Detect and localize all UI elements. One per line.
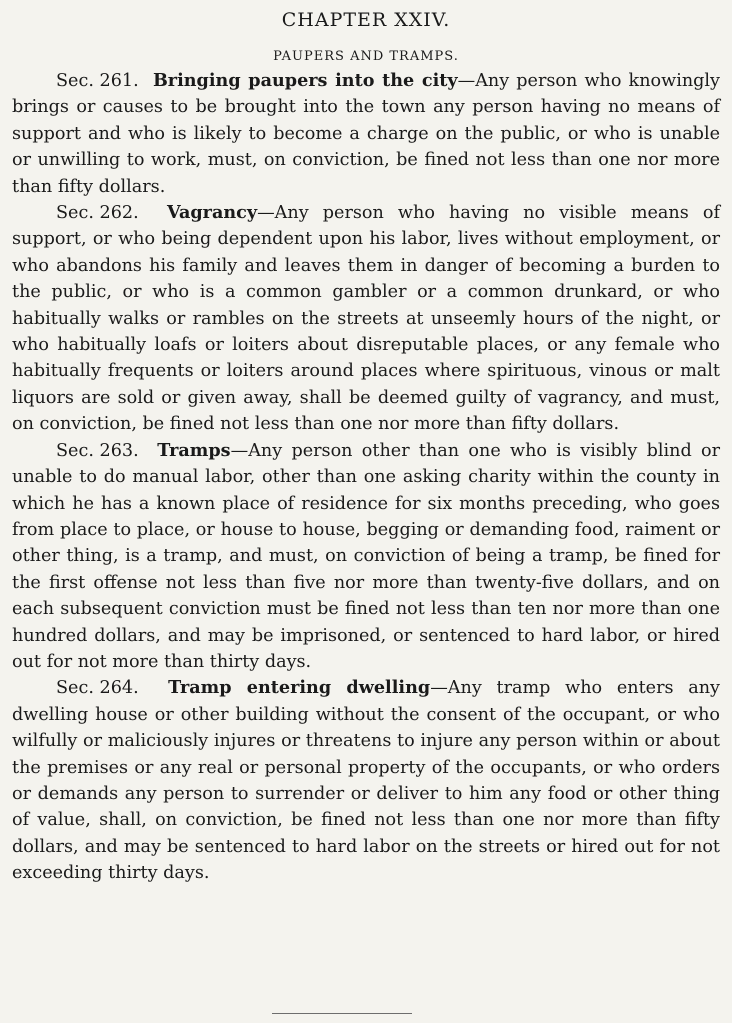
section-number: Sec. 263. [56, 440, 139, 461]
chapter-title: CHAPTER XXIV. [281, 9, 451, 31]
section-number: Sec. 261. [56, 71, 139, 91]
section-264 [12, 675, 720, 886]
section-heading: Tramps [157, 439, 231, 461]
section-heading: Vagrancy [166, 202, 258, 224]
section-261 [12, 68, 720, 200]
section-263 [12, 438, 720, 676]
chapter-subtitle: PAUPERS AND TRAMPS. [273, 49, 459, 64]
section-body: —Any person other than one who is visibly blind or unable to do manual labor, other than one asking charity within the county in which he has a known place of residence for six months preceding, who goes from place to place, or house to house, begging or demanding food, raiment or other thing, is a tramp, and must, on conviction of being a tramp, be fined for the first offense not less than five nor more than twenty-five dollars, and on each subsequent conviction must be fined not less than ten nor more than one hundred dollars, and may be imprisoned, or sentenced to hard labor, or hired out for not more than thirty days. [12, 440, 720, 672]
section-body: —Any tramp who enters any dwelling house or other building without the consent of the occupant, or who wilfully or maliciously injures or threatens to injure any person within or about the premises or any real or personal property of the occupants, or who orders or demands any person to surrender or deliver to him any food or other thing of value, shall, on conviction, be fined not less than one nor more than fifty dollars, and may be sentenced to hard labor on the streets or hired out for not exceeding thirty days. [12, 678, 720, 884]
section-body: —Any person who having no visible means of support, or who being dependent upon his labor, lives without employment, or who abandons his family and leaves them in danger of becoming a burden to the public, or who is a common gambler or a common drunkard, or who habitually walks or rambles on the streets at unseemly hours of the night, or who habitually loafs or loiters about disreputable places, or any female who habitually frequents or loiters around places where spirituous, vinous or malt liquors are sold or given away, shall be deemed guilty of vagrancy, and must, on conviction, be fined not less than one nor more than fifty dollars. [12, 203, 720, 435]
section-body: —Any person who knowingly brings or causes to be brought into the town any person having no means of support and who is likely to become a charge on the public, or who is unable or unwilling to work, must, on conviction, be fined not less than one nor more than fifty dollars. [12, 71, 720, 197]
section-number: Sec. 262. [56, 203, 139, 224]
section-number: Sec. 264. [56, 678, 139, 699]
end-rule-divider [272, 1013, 412, 1014]
section-heading: Tramp entering dwelling [168, 677, 431, 699]
section-heading: Bringing paupers into the city [152, 70, 458, 91]
section-262 [12, 200, 720, 438]
